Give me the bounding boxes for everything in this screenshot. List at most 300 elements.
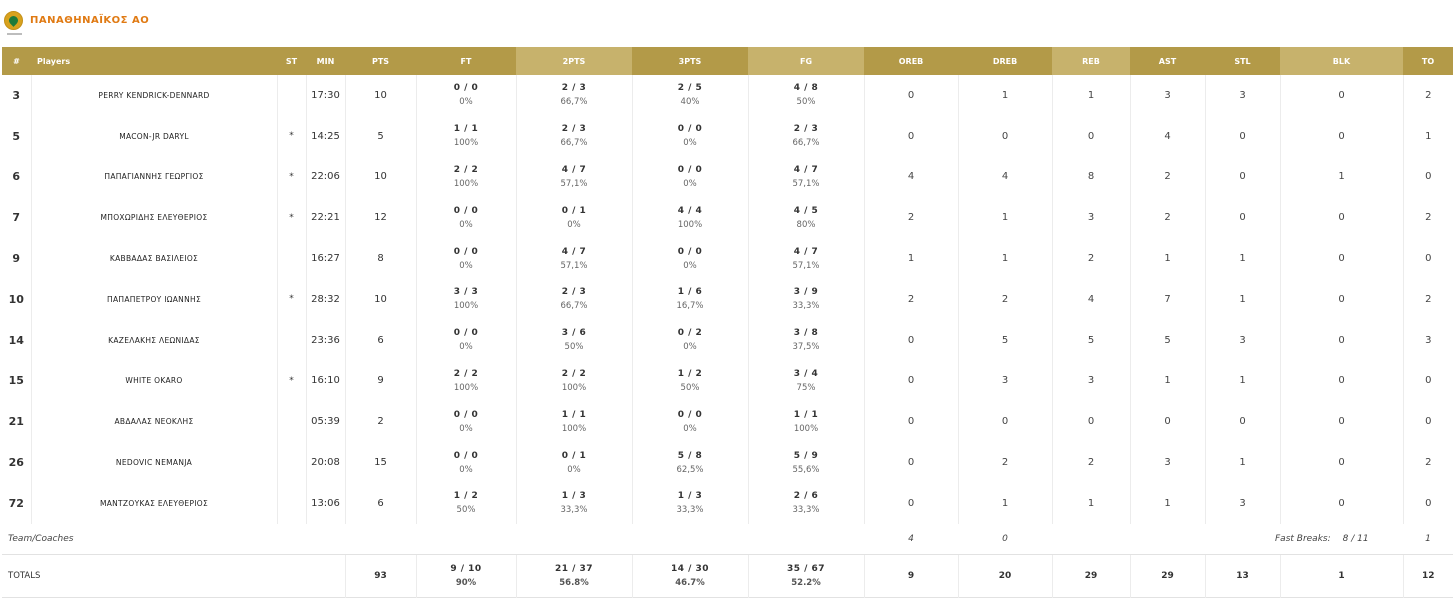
starter-marker: * — [277, 361, 306, 402]
team-to: 1 — [1425, 533, 1431, 544]
points: 10 — [345, 157, 416, 198]
starter-marker: * — [277, 197, 306, 238]
ft-cell — [416, 361, 516, 402]
player-row — [2, 483, 1453, 524]
ft-cell — [416, 75, 516, 116]
to-cell: 3 — [1403, 320, 1453, 361]
to-cell: 2 — [1403, 75, 1453, 116]
team-logo — [4, 11, 23, 30]
player-row — [2, 157, 1453, 198]
player-row — [2, 238, 1453, 279]
3pts-cell-pct: 16,7% — [676, 301, 704, 312]
fg-cell-made: 2 / 6 — [793, 491, 819, 502]
totals-row — [2, 554, 1453, 597]
2pts-cell — [516, 116, 632, 157]
stl-cell: 1 — [1205, 442, 1280, 483]
reb-cell: 1 — [1052, 75, 1130, 116]
reb-cell: 8 — [1052, 157, 1130, 198]
3pts-cell-pct: 100% — [677, 219, 703, 230]
2pts-cell-made: 2 / 3 — [561, 83, 587, 94]
oreb-cell: 0 — [864, 320, 958, 361]
header-3pts[interactable]: 3PTS — [632, 47, 748, 75]
ft-cell-pct: 100% — [453, 178, 479, 189]
player-number: 14 — [8, 333, 24, 347]
starter-marker: * — [277, 157, 306, 198]
dreb-cell: 1 — [958, 75, 1052, 116]
player-number: 9 — [12, 252, 21, 266]
oreb-cell: 2 — [864, 279, 958, 320]
fg-cell-pct: 57,1% — [792, 260, 820, 271]
3pts-cell-pct: 0% — [683, 260, 697, 271]
3pts-cell-made: 0 / 0 — [677, 124, 703, 135]
header-starter[interactable]: ST — [277, 47, 306, 75]
totals-3pts-made: 14 / 30 — [670, 563, 710, 574]
starter-marker — [277, 442, 306, 483]
3pts-cell-made: 0 / 0 — [677, 246, 703, 257]
player-number: 10 — [8, 292, 24, 306]
fg-cell — [748, 483, 864, 524]
points: 5 — [345, 116, 416, 157]
totals-reb: 29 — [1052, 554, 1130, 597]
stl-cell: 3 — [1205, 75, 1280, 116]
fg-cell-pct: 55,6% — [792, 464, 820, 475]
player-row — [2, 442, 1453, 483]
player-name[interactable]: MACON-JR DARYL — [31, 116, 277, 157]
dreb-cell: 1 — [958, 197, 1052, 238]
header-fg[interactable]: FG — [748, 47, 864, 75]
3pts-cell — [632, 442, 748, 483]
player-row — [2, 279, 1453, 320]
dreb-cell: 2 — [958, 442, 1052, 483]
player-name[interactable]: ΜΑΝΤΖΟΥΚΑΣ ΕΛΕΥΘΕΡΙΟΣ — [31, 483, 277, 524]
2pts-cell — [516, 279, 632, 320]
stl-cell: 0 — [1205, 157, 1280, 198]
header-points[interactable]: PTS — [345, 47, 416, 75]
points: 9 — [345, 361, 416, 402]
points: 10 — [345, 279, 416, 320]
team-name[interactable]: ΠΑΝΑΘΗΝΑΪΚΟΣ ΑΟ — [30, 14, 150, 26]
player-name[interactable]: ΠΑΠΑΓΙΑΝΝΗΣ ΓΕΩΡΓΙΟΣ — [31, 157, 277, 198]
starter-marker: * — [277, 116, 306, 157]
totals-2pts-pct: 56.8% — [559, 577, 589, 588]
to-cell: 2 — [1403, 279, 1453, 320]
blk-cell: 0 — [1280, 442, 1403, 483]
3pts-cell-pct: 40% — [680, 97, 700, 108]
blk-cell: 0 — [1280, 197, 1403, 238]
fg-cell-pct: 100% — [793, 423, 819, 434]
fg-cell-made: 4 / 7 — [793, 164, 819, 175]
dreb-cell: 2 — [958, 279, 1052, 320]
fg-cell-pct: 37,5% — [792, 342, 820, 353]
player-name[interactable]: WHITE OKARO — [31, 361, 277, 402]
minutes: 16:27 — [306, 238, 345, 279]
fast-breaks-label: Fast Breaks: — [1275, 533, 1331, 544]
2pts-cell-pct: 50% — [564, 342, 584, 353]
oreb-cell: 0 — [864, 401, 958, 442]
to-cell: 0 — [1403, 361, 1453, 402]
header-ast[interactable]: AST — [1130, 47, 1205, 75]
player-row — [2, 116, 1453, 157]
to-cell: 0 — [1403, 483, 1453, 524]
totals-points: 93 — [345, 554, 416, 597]
ast-cell: 2 — [1130, 197, 1205, 238]
header-oreb[interactable]: OREB — [864, 47, 958, 75]
header-number[interactable]: # — [2, 47, 31, 75]
fg-cell-pct: 33,3% — [792, 301, 820, 312]
ft-cell-pct: 100% — [453, 301, 479, 312]
fg-cell — [748, 238, 864, 279]
header-minutes[interactable]: MIN — [306, 47, 345, 75]
minutes: 28:32 — [306, 279, 345, 320]
dreb-cell: 0 — [958, 401, 1052, 442]
2pts-cell — [516, 320, 632, 361]
stl-cell: 0 — [1205, 401, 1280, 442]
oreb-cell: 0 — [864, 483, 958, 524]
header-dreb[interactable]: DREB — [958, 47, 1052, 75]
2pts-cell-pct: 66,7% — [560, 138, 588, 149]
fg-cell-pct: 75% — [796, 382, 816, 393]
ft-cell-made: 0 / 0 — [453, 205, 479, 216]
header-to[interactable]: TO — [1403, 47, 1453, 75]
ft-cell-pct: 100% — [453, 382, 479, 393]
2pts-cell-made: 2 / 3 — [561, 124, 587, 135]
2pts-cell — [516, 401, 632, 442]
3pts-cell-pct: 0% — [683, 178, 697, 189]
header-row — [2, 47, 1453, 75]
2pts-cell-made: 3 / 6 — [561, 328, 587, 339]
3pts-cell-pct: 62,5% — [676, 464, 704, 475]
minutes: 14:25 — [306, 116, 345, 157]
ast-cell: 3 — [1130, 442, 1205, 483]
blk-cell: 0 — [1280, 320, 1403, 361]
player-number: 3 — [12, 88, 21, 102]
player-name[interactable]: NEDOVIC NEMANJA — [31, 442, 277, 483]
ast-cell: 1 — [1130, 483, 1205, 524]
2pts-cell-made: 0 / 1 — [561, 205, 587, 216]
minutes: 13:06 — [306, 483, 345, 524]
header-ft[interactable]: FT — [416, 47, 516, 75]
2pts-cell-pct: 66,7% — [560, 97, 588, 108]
ft-cell-pct: 0% — [459, 97, 473, 108]
ft-cell-made: 3 / 3 — [453, 287, 479, 298]
to-cell: 1 — [1403, 116, 1453, 157]
stl-cell: 1 — [1205, 279, 1280, 320]
3pts-cell-made: 1 / 3 — [677, 491, 703, 502]
minutes: 17:30 — [306, 75, 345, 116]
2pts-cell — [516, 238, 632, 279]
player-number: 15 — [8, 374, 24, 388]
minutes: 05:39 — [306, 401, 345, 442]
starter-marker — [277, 320, 306, 361]
stl-cell: 0 — [1205, 197, 1280, 238]
header-stl[interactable]: STL — [1205, 47, 1280, 75]
3pts-cell — [632, 238, 748, 279]
points: 6 — [345, 320, 416, 361]
ft-cell-made: 0 / 0 — [453, 450, 479, 461]
player-name[interactable]: ΜΠΟΧΩΡΙΔΗΣ ΕΛΕΥΘΕΡΙΟΣ — [31, 197, 277, 238]
fg-cell-pct: 33,3% — [792, 505, 820, 516]
ft-cell — [416, 157, 516, 198]
ft-cell-made: 0 / 0 — [453, 83, 479, 94]
player-name[interactable]: ΚΑΖΕΛΑΚΗΣ ΛΕΩΝΙΔΑΣ — [31, 320, 277, 361]
header-blk[interactable]: BLK — [1280, 47, 1403, 75]
stl-cell: 3 — [1205, 320, 1280, 361]
ft-cell — [416, 238, 516, 279]
3pts-cell — [632, 483, 748, 524]
3pts-cell — [632, 157, 748, 198]
ft-cell-pct: 0% — [459, 423, 473, 434]
player-name[interactable]: ΚΑΒΒΑΔΑΣ ΒΑΣΙΛΕΙΟΣ — [31, 238, 277, 279]
ast-cell: 2 — [1130, 157, 1205, 198]
dreb-cell: 0 — [958, 116, 1052, 157]
reb-cell: 2 — [1052, 238, 1130, 279]
ft-cell — [416, 401, 516, 442]
3pts-cell-made: 1 / 6 — [677, 287, 703, 298]
ast-cell: 7 — [1130, 279, 1205, 320]
points: 15 — [345, 442, 416, 483]
fg-cell-made: 4 / 7 — [793, 246, 819, 257]
player-name[interactable]: ΠΑΠΑΠΕΤΡΟΥ ΙΩΑΝΝΗΣ — [31, 279, 277, 320]
totals-2pts — [516, 554, 632, 597]
player-number: 26 — [8, 456, 24, 470]
reb-cell: 1 — [1052, 483, 1130, 524]
player-number: 72 — [8, 496, 24, 510]
dreb-cell: 1 — [958, 483, 1052, 524]
dreb-cell: 5 — [958, 320, 1052, 361]
fg-cell-pct: 80% — [796, 219, 816, 230]
3pts-cell-pct: 0% — [683, 423, 697, 434]
dreb-cell: 1 — [958, 238, 1052, 279]
reb-cell: 3 — [1052, 361, 1130, 402]
2pts-cell-made: 4 / 7 — [561, 246, 587, 257]
fg-cell — [748, 197, 864, 238]
3pts-cell-pct: 33,3% — [676, 505, 704, 516]
fg-cell-made: 3 / 9 — [793, 287, 819, 298]
minutes: 16:10 — [306, 361, 345, 402]
box-score-table — [2, 47, 1453, 598]
ft-cell-pct: 0% — [459, 464, 473, 475]
fg-cell — [748, 279, 864, 320]
ft-cell-pct: 50% — [456, 505, 476, 516]
player-number: 5 — [12, 129, 21, 143]
totals-fg-made: 35 / 67 — [786, 563, 826, 574]
to-cell: 0 — [1403, 157, 1453, 198]
fast-breaks-value: 8 / 11 — [1342, 533, 1369, 544]
minutes: 22:21 — [306, 197, 345, 238]
fg-cell — [748, 75, 864, 116]
points: 2 — [345, 401, 416, 442]
dreb-cell: 3 — [958, 361, 1052, 402]
3pts-cell-pct: 50% — [680, 382, 700, 393]
fg-cell-pct: 57,1% — [792, 178, 820, 189]
header-2pts[interactable]: 2PTS — [516, 47, 632, 75]
team-oreb: 4 — [908, 533, 914, 544]
starter-marker: * — [277, 279, 306, 320]
totals-to: 12 — [1403, 554, 1453, 597]
points: 6 — [345, 483, 416, 524]
stl-cell: 3 — [1205, 483, 1280, 524]
2pts-cell-pct: 66,7% — [560, 301, 588, 312]
player-row — [2, 75, 1453, 116]
to-cell: 0 — [1403, 238, 1453, 279]
blk-cell: 0 — [1280, 483, 1403, 524]
ft-cell — [416, 442, 516, 483]
fg-cell-made: 1 / 1 — [793, 409, 819, 420]
3pts-cell-made: 2 / 5 — [677, 83, 703, 94]
reb-cell: 2 — [1052, 442, 1130, 483]
ft-cell-made: 2 / 2 — [453, 164, 479, 175]
2pts-cell — [516, 483, 632, 524]
3pts-cell — [632, 401, 748, 442]
2pts-cell-pct: 33,3% — [560, 505, 588, 516]
fg-cell — [748, 157, 864, 198]
ft-cell-pct: 100% — [453, 138, 479, 149]
oreb-cell: 0 — [864, 361, 958, 402]
3pts-cell — [632, 116, 748, 157]
totals-3pts — [632, 554, 748, 597]
stl-cell: 0 — [1205, 116, 1280, 157]
blk-cell: 0 — [1280, 361, 1403, 402]
2pts-cell-pct: 0% — [567, 219, 581, 230]
player-name[interactable]: PERRY KENDRICK-DENNARD — [31, 75, 277, 116]
3pts-cell-made: 5 / 8 — [677, 450, 703, 461]
2pts-cell-pct: 57,1% — [560, 178, 588, 189]
fg-cell-made: 3 / 4 — [793, 368, 819, 379]
blk-cell: 0 — [1280, 116, 1403, 157]
player-number: 21 — [8, 415, 24, 429]
starter-marker — [277, 483, 306, 524]
totals-dreb: 20 — [958, 554, 1052, 597]
totals-blk: 1 — [1280, 554, 1403, 597]
ft-cell — [416, 279, 516, 320]
ft-cell-made: 0 / 0 — [453, 328, 479, 339]
3pts-cell-made: 0 / 0 — [677, 409, 703, 420]
fg-cell-made: 4 / 8 — [793, 83, 819, 94]
3pts-cell-made: 4 / 4 — [677, 205, 703, 216]
2pts-cell-made: 1 / 1 — [561, 409, 587, 420]
fg-cell — [748, 361, 864, 402]
oreb-cell: 1 — [864, 238, 958, 279]
2pts-cell-made: 0 / 1 — [561, 450, 587, 461]
2pts-cell-made: 4 / 7 — [561, 164, 587, 175]
totals-label: TOTALS — [2, 554, 345, 597]
3pts-cell — [632, 320, 748, 361]
player-row — [2, 361, 1453, 402]
3pts-cell — [632, 279, 748, 320]
2pts-cell-made: 2 / 2 — [561, 368, 587, 379]
2pts-cell-pct: 100% — [561, 382, 587, 393]
points: 8 — [345, 238, 416, 279]
oreb-cell: 0 — [864, 116, 958, 157]
reb-cell: 0 — [1052, 401, 1130, 442]
totals-2pts-made: 21 / 37 — [554, 563, 594, 574]
dreb-cell: 4 — [958, 157, 1052, 198]
ft-cell-pct: 0% — [459, 342, 473, 353]
2pts-cell-made: 2 / 3 — [561, 287, 587, 298]
2pts-cell — [516, 442, 632, 483]
fg-cell — [748, 442, 864, 483]
ft-cell-pct: 0% — [459, 260, 473, 271]
player-name[interactable]: ΑΒΔΑΛΑΣ ΝΕΟΚΛΗΣ — [31, 401, 277, 442]
minutes: 23:36 — [306, 320, 345, 361]
3pts-cell — [632, 361, 748, 402]
fast-breaks — [1205, 524, 1403, 555]
oreb-cell: 4 — [864, 157, 958, 198]
ft-cell-made: 0 / 0 — [453, 409, 479, 420]
2pts-cell — [516, 75, 632, 116]
team-coaches-row — [2, 524, 1453, 555]
player-row — [2, 197, 1453, 238]
2pts-cell — [516, 197, 632, 238]
player-row — [2, 401, 1453, 442]
ft-cell — [416, 197, 516, 238]
to-cell: 0 — [1403, 401, 1453, 442]
ast-cell: 5 — [1130, 320, 1205, 361]
header-reb[interactable]: REB — [1052, 47, 1130, 75]
2pts-cell-pct: 100% — [561, 423, 587, 434]
team-ast-empty — [1130, 524, 1205, 555]
3pts-cell-made: 0 / 0 — [677, 164, 703, 175]
player-number: 7 — [12, 211, 21, 225]
totals-stl: 13 — [1205, 554, 1280, 597]
oreb-cell: 0 — [864, 75, 958, 116]
minutes: 22:06 — [306, 157, 345, 198]
totals-fg — [748, 554, 864, 597]
player-number: 6 — [12, 170, 21, 184]
reb-cell: 3 — [1052, 197, 1130, 238]
reb-cell: 5 — [1052, 320, 1130, 361]
starter-marker — [277, 238, 306, 279]
totals-fg-pct: 52.2% — [791, 577, 821, 588]
totals-ft-pct: 90% — [455, 577, 477, 588]
2pts-cell-pct: 57,1% — [560, 260, 588, 271]
ft-cell — [416, 116, 516, 157]
to-cell: 2 — [1403, 197, 1453, 238]
fg-cell-made: 3 / 8 — [793, 328, 819, 339]
ast-cell: 1 — [1130, 361, 1205, 402]
fg-cell-made: 5 / 9 — [793, 450, 819, 461]
ft-cell — [416, 483, 516, 524]
oreb-cell: 0 — [864, 442, 958, 483]
fg-cell — [748, 320, 864, 361]
points: 12 — [345, 197, 416, 238]
2pts-cell — [516, 157, 632, 198]
points: 10 — [345, 75, 416, 116]
ast-cell: 3 — [1130, 75, 1205, 116]
ft-cell-made: 1 / 1 — [453, 124, 479, 135]
blk-cell: 0 — [1280, 238, 1403, 279]
fg-cell — [748, 401, 864, 442]
totals-oreb: 9 — [864, 554, 958, 597]
oreb-cell: 2 — [864, 197, 958, 238]
team-header — [4, 7, 149, 33]
to-cell: 2 — [1403, 442, 1453, 483]
clover-icon — [7, 14, 20, 27]
header-players[interactable]: Players — [31, 47, 277, 75]
fg-cell-pct: 66,7% — [792, 138, 820, 149]
2pts-cell-pct: 0% — [567, 464, 581, 475]
ft-cell-pct: 0% — [459, 219, 473, 230]
fg-cell — [748, 116, 864, 157]
fg-cell-pct: 50% — [796, 97, 816, 108]
team-coaches-label: Team/Coaches — [8, 533, 74, 544]
fg-cell-made: 2 / 3 — [793, 124, 819, 135]
stl-cell: 1 — [1205, 361, 1280, 402]
blk-cell: 0 — [1280, 75, 1403, 116]
blk-cell: 0 — [1280, 279, 1403, 320]
ast-cell: 0 — [1130, 401, 1205, 442]
totals-ft — [416, 554, 516, 597]
